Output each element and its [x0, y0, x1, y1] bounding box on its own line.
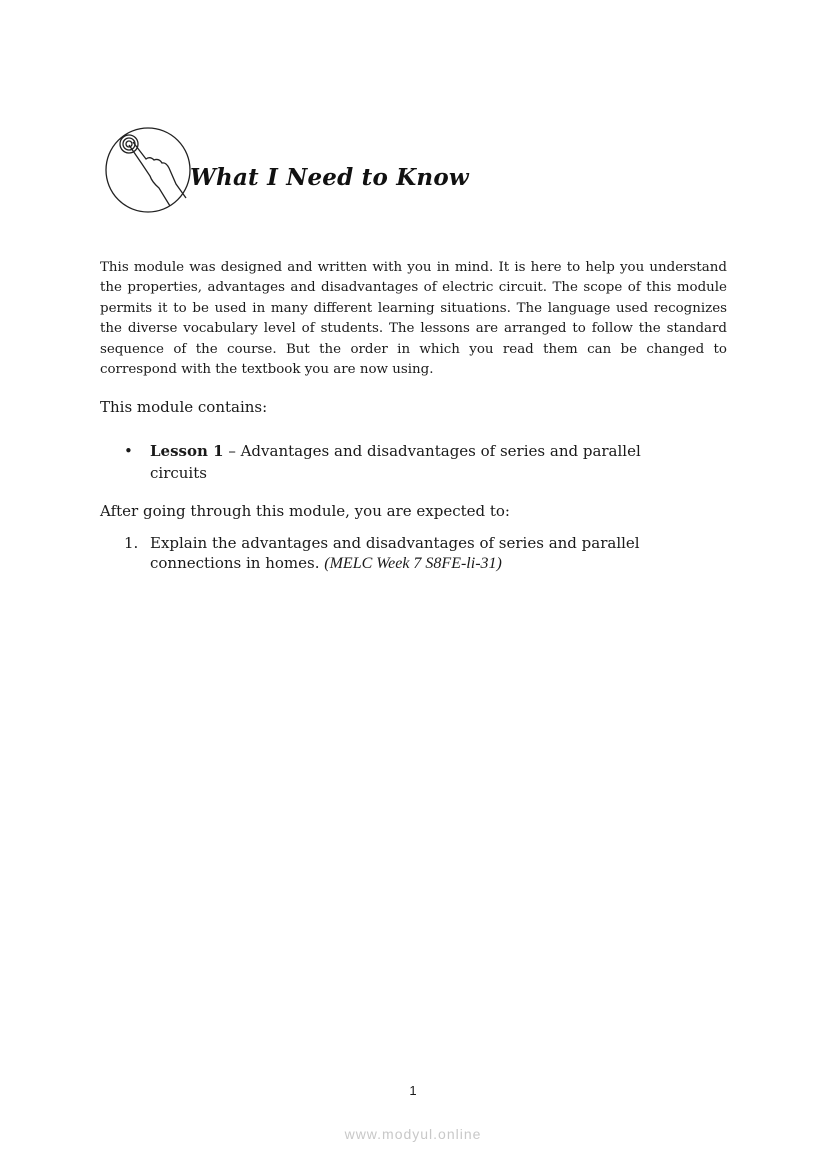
section-title: What I Need to Know — [190, 164, 469, 191]
melc-code: (MELC Week 7 S8FE-li-31) — [324, 555, 502, 572]
objective-text: Explain the advantages and disadvantages of series and parallel connections in homes. — [150, 534, 640, 572]
page-number: 1 — [409, 1083, 417, 1098]
lesson-list-item — [124, 440, 684, 484]
intro-paragraph: This module was designed and written with you in mind. It is here to help you understand the properties, advantages and disadvantages of electric circuit. The scope of this module permits it to be used in many different learning situations. The language used recognizes the diverse vocabulary level of students. The lessons are arranged to follow the standard sequence of the course. But the order in which you read them can be changed to correspond with the textbook you are now using. — [100, 260, 727, 378]
bullet: • — [124, 442, 133, 460]
watermark: www.modyul.online — [344, 1126, 482, 1142]
lesson-label: Lesson 1 — [150, 442, 224, 460]
hand-pointing-button-icon — [104, 126, 192, 214]
objectives-label: After going through this module, you are expected to: — [100, 502, 510, 520]
objective-number: 1. — [124, 534, 139, 552]
contains-label: This module contains: — [100, 398, 268, 416]
lesson-text: – Advantages and disadvantages of series and parallel circuits — [150, 442, 641, 482]
objective-list-item — [124, 533, 694, 574]
